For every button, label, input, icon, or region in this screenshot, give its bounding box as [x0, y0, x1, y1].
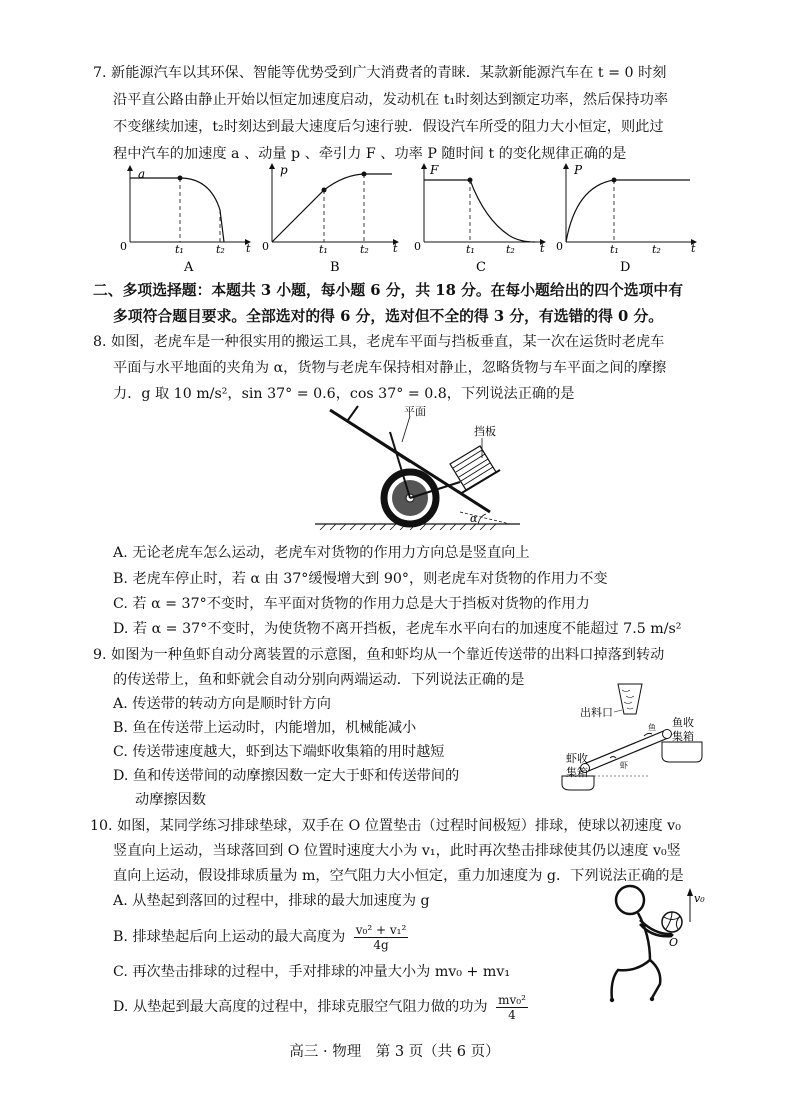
- graph-c-t: t: [540, 242, 545, 255]
- graph-b-origin: 0: [262, 240, 269, 253]
- q9-option-c: C. 传送带速度越大，虾到达下端虾收集箱的用时越短: [113, 744, 445, 760]
- section2-line-1: 二、多项选择题：本题共 3 小题，每小题 6 分，共 18 分。在每小题给出的四个选项中有: [93, 282, 683, 299]
- q8-option-b: B. 老虎车停止时，若 α 由 37°缓慢增大到 90°，则老虎车对货物的作用力不变: [113, 571, 608, 587]
- q10-option-b-fraction: [354, 923, 408, 952]
- q9-conveyor-figure: [560, 680, 710, 800]
- plane-label: 平面: [404, 405, 426, 418]
- shrimp-box-label-2: 集箱: [566, 766, 588, 779]
- q7-line-1: 7. 新能源汽车以其环保、智能等优势受到广大消费者的青睐．某款新能源汽车在 t = 0 时刻: [93, 65, 667, 81]
- q9-line-1: 9. 如图为一种鱼虾自动分离装置的示意图，鱼和虾均从一个靠近传送带的出料口掉落到转动: [93, 647, 665, 663]
- q7-line-2: 沿平直公路由静止开始以恒定加速度启动，发动机在 t₁时刻达到额定功率，然后保持功率: [113, 92, 669, 108]
- graph-a-letter: A: [184, 260, 194, 275]
- graph-d-t1: t₁: [610, 243, 619, 256]
- graph-c: [414, 163, 545, 256]
- volleyball-icon: [662, 912, 682, 932]
- q8-line-2: 平面与水平地面的夹角为 α，货物与老虎车保持相对静止，忽略货物与车平面之间的摩擦: [113, 360, 667, 376]
- graph-d-t: t: [691, 242, 696, 255]
- outlet-label: 出料口: [580, 706, 613, 719]
- graph-a-origin: 0: [120, 240, 127, 253]
- q10-option-b-denominator: 4g: [373, 937, 389, 952]
- shrimp-box-label-1: 虾收: [566, 752, 588, 765]
- graph-a-t1: t₁: [175, 243, 184, 256]
- q10-volleyball-figure: [600, 880, 710, 1010]
- graph-a-ylabel: a: [138, 167, 146, 181]
- q9-option-a: A. 传送带的转动方向是顺时针方向: [113, 696, 331, 712]
- q7-line-3: 不变继续加速，t₂时刻达到最大速度后匀速行驶．假设汽车所受的阻力大小恒定，则此过: [113, 119, 664, 135]
- q8-hand-truck-figure: [310, 402, 530, 532]
- graph-c-letter: C: [476, 260, 486, 275]
- fish-box-icon: [662, 742, 702, 762]
- q10-option-c: C. 再次垫击排球的过程中，手对排球的冲量大小为 mv₀ + mv₁: [113, 964, 511, 980]
- graph-a: [120, 166, 251, 256]
- q9-line-2: 的传送带上，鱼和虾就会自动分别向两端运动．下列说法正确的是: [113, 672, 525, 688]
- graph-c-ylabel: F: [430, 163, 439, 177]
- graph-d-origin: 0: [556, 240, 563, 253]
- q10-line-3: 直向上运动，假设排球质量为 m，空气阻力大小恒定，重力加速度为 g．下列说法正确的是: [113, 868, 684, 884]
- q10-option-d-numerator: mv₀²: [498, 992, 526, 1007]
- section2-line-2: 多项符合题目要求。全部选对的得 6 分，选对但不全的得 3 分，有选错的得 0 分。: [113, 308, 664, 325]
- q10-line-2: 竖直向上运动，当球落回到 O 位置时速度大小为 v₁，此时再次垫击排球使其仍以速度 v₀竖: [113, 843, 681, 859]
- fish-box-label-1: 鱼收: [672, 716, 694, 729]
- q8-option-d: D. 若 α = 37°不变时，为使货物不离开挡板，老虎车水平向右的加速度不能超过 7.5 m/s²: [113, 621, 682, 637]
- fish-box-label-2: 集箱: [672, 730, 694, 743]
- q9-option-b: B. 鱼在传送带上运动时，内能增加，机械能减小: [113, 720, 417, 736]
- graph-c-t1: t₁: [466, 243, 475, 256]
- graph-b-t2: t₂: [360, 243, 369, 256]
- q8-line-1: 8. 如图，老虎车是一种很实用的搬运工具，老虎车平面与挡板垂直，某一次在运货时老虎车: [93, 334, 665, 350]
- q10-option-b-text: B. 排球垫起后向上运动的最大高度为: [113, 929, 346, 945]
- graph-a-t2: t₂: [216, 243, 225, 256]
- graph-c-origin: 0: [414, 240, 421, 253]
- outlet-funnel-icon: [618, 684, 642, 714]
- graph-a-t: t: [246, 242, 251, 255]
- angle-alpha-label: α: [470, 512, 478, 525]
- q10-option-d-denominator: 4: [508, 1007, 516, 1022]
- q8-option-c: C. 若 α = 37°不变时，车平面对货物的作用力总是大于挡板对货物的作用力: [113, 596, 590, 612]
- graph-d: [556, 163, 696, 256]
- q10-option-d-text: D. 从垫起到最大高度的过程中，排球克服空气阻力做的功为: [113, 999, 488, 1015]
- q8-option-a: A. 无论老虎车怎么运动，老虎车对货物的作用力方向总是竖直向上: [113, 545, 530, 561]
- q9-option-d: D. 鱼和传送带间的动摩擦因数一定大于虾和传送带间的: [113, 768, 460, 784]
- graph-d-letter: D: [620, 260, 631, 275]
- graph-b: [262, 163, 398, 256]
- q10-option-d-fraction: [496, 993, 528, 1022]
- graph-d-ylabel: P: [574, 163, 583, 177]
- graph-b-t: t: [393, 242, 398, 255]
- graph-b-ylabel: p: [280, 163, 288, 177]
- velocity-arrow-icon: [687, 888, 693, 896]
- graph-b-letter: B: [330, 260, 340, 275]
- q10-option-b: [113, 920, 408, 954]
- shrimp-on-belt-label: 虾: [620, 761, 628, 770]
- q10-option-b-numerator: v₀² + v₁²: [355, 922, 407, 937]
- q10-option-a: A. 从垫起到落回的过程中，排球的最大加速度为 g: [113, 893, 430, 909]
- point-o-label: O: [669, 936, 679, 949]
- velocity-v0-label: v₀: [694, 892, 705, 905]
- q10-line-1: 10. 如图，某同学练习排球垫球，双手在 O 位置垫击（过程时间极短）排球，使球以初速度 v₀: [90, 818, 681, 834]
- graph-b-t1: t₁: [319, 243, 328, 256]
- q9-option-d-cont: 动摩擦因数: [135, 792, 206, 808]
- graph-c-t2: t₂: [506, 243, 515, 256]
- q7-graphs: [0, 160, 789, 280]
- graph-d-t2: t₂: [652, 243, 661, 256]
- fish-on-belt-label: 鱼: [648, 723, 656, 732]
- q7-line-4: 程中汽车的加速度 a 、动量 p 、牵引力 F 、功率 P 随时间 t 的变化规律正确的是: [113, 146, 627, 162]
- q10-option-d: [113, 990, 528, 1024]
- board-label: 挡板: [474, 425, 496, 438]
- player-head-icon: [616, 886, 644, 914]
- page-footer: 高三 · 物理 第 3 页（共 6 页）: [289, 1044, 500, 1060]
- q8-line-3: 力．g 取 10 m/s²，sin 37° = 0.6，cos 37° = 0.8，下列说法正确的是: [113, 386, 575, 402]
